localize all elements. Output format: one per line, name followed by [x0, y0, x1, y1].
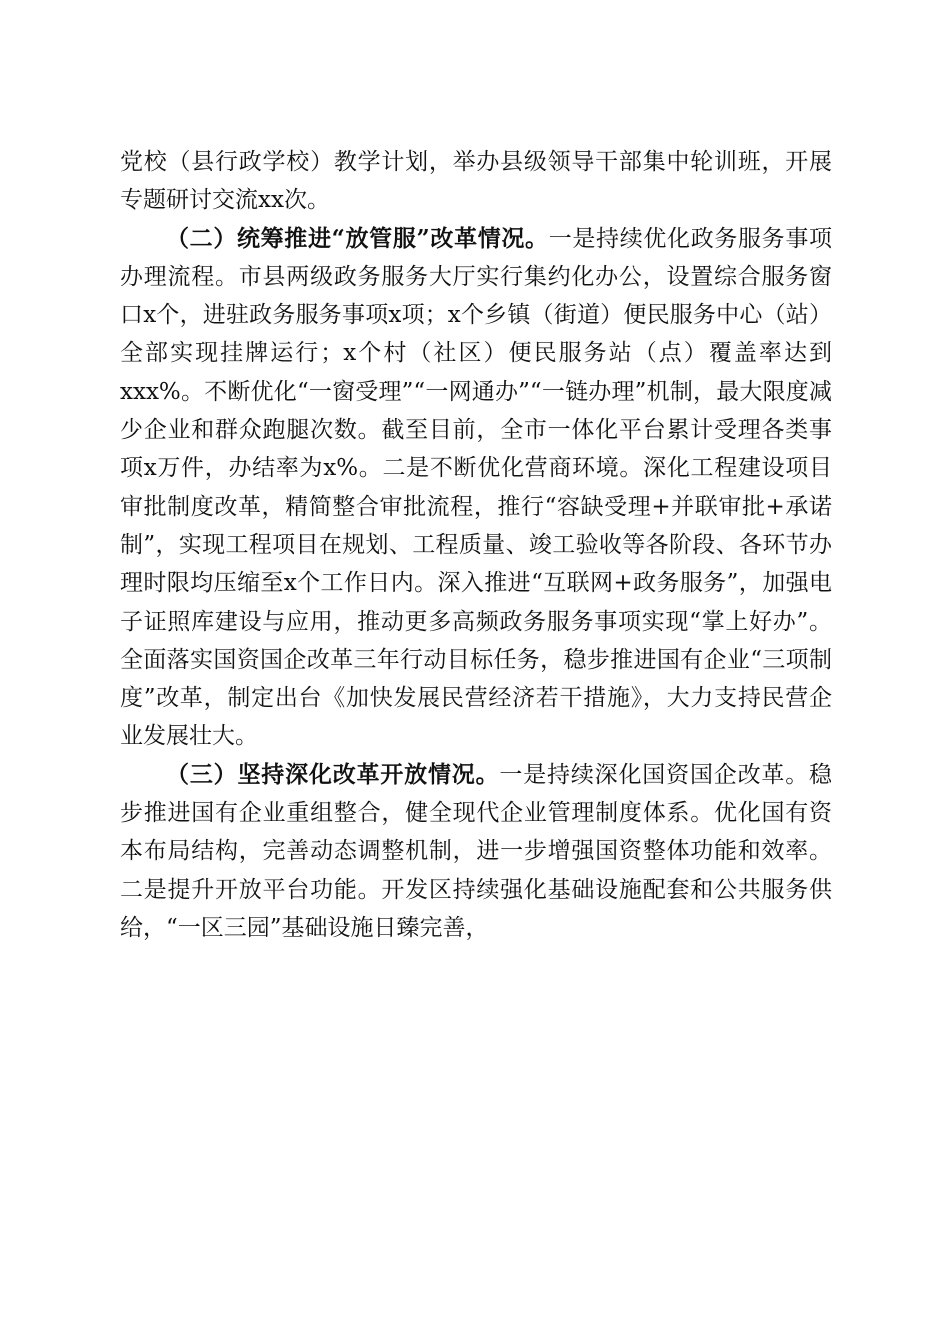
paragraph-section-3	[120, 756, 832, 947]
document-body	[120, 143, 832, 947]
section-3-body: 一是持续深化国资国企改革。稳步推进国有企业重组整合，健全现代企业管理制度体系。优化国有资本布局结构，完善动态调整机制，进一步增强国资整体功能和效率。二是提升开放平台功能。开发区持续强化基础设施配套和公共服务供给，“一区三园”基础设施日臻完善，	[120, 761, 833, 941]
section-2-heading: （二）统筹推进“放管服”改革情况。	[166, 224, 549, 252]
paragraph-section-2	[120, 220, 832, 756]
section-2-body: 一是持续优化政务服务事项办理流程。市县两级政务服务大厅实行集约化办公，设置综合服务窗口x个，进驻政务服务事项x项；x个乡镇（街道）便民服务中心（站）全部实现挂牌运行；x个村（社区）便民服务站（点）覆盖率达到xxx%。不断优化“一窗受理”“一网通办”“一链办理”机制，最大限度减少企业和群众跑腿次数。截至目前，全市一体化平台累计受理各类事项x万件，办结率为x%。二是不断优化营商环境。深化工程建设项目审批制度改革，精简整合审批流程，推行“容缺受理+并联审批+承诺制”，实现工程项目在规划、工程质量、竣工验收等各阶段、各环节办理时限均压缩至x个工作日内。深入推进“互联网+政务服务”，加强电子证照库建设与应用，推动更多高频政务服务事项实现“掌上好办”。全面落实国资国企改革三年行动目标任务，稳步推进国有企业“三项制度”改革，制定出台《加快发展民营经济若干措施》，大力支持民营企业发展壮大。	[120, 225, 832, 750]
section-3-heading: （三）坚持深化改革开放情况。	[166, 760, 500, 788]
paragraph-continuation: 党校（县行政学校）教学计划，举办县级领导干部集中轮训班，开展专题研讨交流xx次。	[120, 149, 832, 214]
